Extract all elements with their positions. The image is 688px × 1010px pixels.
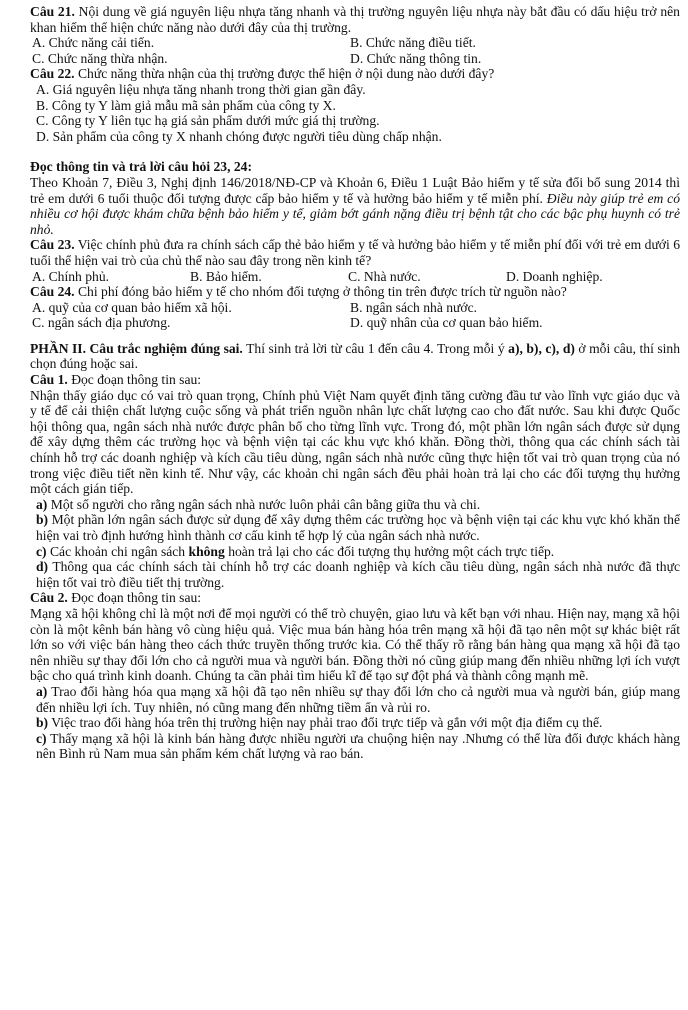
q23-option-b[interactable]: B. Bảo hiểm. xyxy=(190,268,262,284)
cau-1-statement-a[interactable] xyxy=(30,497,680,513)
cau-2-intro-text: Đọc đoạn thông tin sau: xyxy=(71,590,202,606)
cau-1-c-post: hoàn trả lại cho các đối tượng thụ hưởng một cách trực tiếp. xyxy=(228,543,555,559)
cau-1-d-label: d) xyxy=(36,559,49,575)
cau-1-passage: Nhận thấy giáo dục có vai trò quan trọng, Chính phủ Việt Nam quyết định tăng cường đầu tư vào lĩnh vực giáo dục và y tế để cải thiện chất lượng cuộc sống và phát triển nguồn nhân lực chất lượng cao cho đất nước. Sau khi được Quốc hội thông qua, ngân sách nhà nước được phân bổ cho từng lĩnh vực. Trong đó, một phần lớn ngân sách được sử dụng để xây dựng thêm các trường học và bệnh viện tại các khu vực khó khăn. Đồng thời, thông qua các chính sách tài chính hỗ trợ các doanh nghiệp và kích cầu tiêu dùng, ngân sách nhà nước cũng thực hiện tốt vai trò quan trọng của nó trong việc điều tiết nền kinh tế. Như vậy, các khoản chi ngân sách đều phải hoàn trả lại cho các đối tượng thụ hưởng một cách gián tiếp. xyxy=(30,387,680,497)
q24-text: Chi phí đóng bảo hiểm y tế cho nhóm đối tượng ở thông tin trên được trích từ nguồn nào? xyxy=(77,284,567,300)
cau-2-b-label: b) xyxy=(36,715,49,731)
q24-option-c[interactable]: C. ngân sách địa phương. xyxy=(32,315,171,331)
q21-options-row2 xyxy=(30,51,680,67)
cau-1-statement-b[interactable] xyxy=(30,512,680,543)
q21-option-a[interactable]: A. Chức năng cải tiến. xyxy=(32,35,155,51)
cau-2-statement-b[interactable] xyxy=(30,715,680,731)
q24-option-d[interactable]: D. quỹ nhân của cơ quan bảo hiểm. xyxy=(350,315,543,331)
question-24 xyxy=(30,284,680,300)
part-2-rest: ở mỗi câu, thí sinh chọn đúng hoặc sai. xyxy=(30,340,681,372)
cau-2-c-text: Thấy mạng xã hội là kinh bán hàng được nhiều người ưa chuộng hiện nay .Nhưng có thể lừa đối được khách hàng nên Bình rủ Nam mua sản phẩm kém chất lượng và rao bán. xyxy=(36,730,680,762)
q21-text: Nội dung về giá nguyên liệu nhựa tăng nhanh và thị trường nguyên liệu nhựa này bắt đầu có dấu hiệu trở nên khan hiếm thể hiện chức năng nào dưới đây của thị trường. xyxy=(30,4,680,35)
cau-1-d-text: Thông qua các chính sách tài chính hỗ trợ các doanh nghiệp và kích cầu tiêu dùng, ngân sách nhà nước đã thực hiện tốt vai trò điều tiết thị trường. xyxy=(36,559,681,590)
q24-options-row1 xyxy=(30,300,680,316)
q23-options xyxy=(30,269,680,285)
q22-option-d[interactable]: D. Sản phẩm của công ty X nhanh chóng được người tiêu dùng chấp nhận. xyxy=(36,128,442,144)
cau-1-a-text: Một số người cho rằng ngân sách nhà nước luôn phải cân bằng giữa thu và chi. xyxy=(50,496,481,512)
part-2-abc: a), b), c), xyxy=(508,340,560,356)
q21-option-c[interactable]: C. Chức năng thừa nhận. xyxy=(32,50,168,66)
q23-option-d[interactable]: D. Doanh nghiệp. xyxy=(506,268,603,284)
q23-option-c[interactable]: C. Nhà nước. xyxy=(348,268,421,284)
cau-2-intro xyxy=(30,590,680,606)
q22-option-b[interactable]: B. Công ty Y làm giả mẫu mã sản phẩm của công ty X. xyxy=(36,97,336,113)
q23-option-a[interactable]: A. Chính phủ. xyxy=(32,268,110,284)
q22-label: Câu 22. xyxy=(30,66,75,82)
cau-1-statement-d[interactable] xyxy=(30,559,680,590)
q21-option-d[interactable]: D. Chức năng thông tin. xyxy=(350,50,482,66)
q24-option-b[interactable]: B. ngân sách nhà nước. xyxy=(350,299,478,315)
cau-1-label: Câu 1. xyxy=(30,372,68,388)
q24-label: Câu 24. xyxy=(30,284,75,300)
cau-2-b-text: Việc trao đổi hàng hóa trên thị trường hiện nay phải trao đổi trực tiếp và gắn với một địa điểm cụ thể. xyxy=(51,715,603,731)
part-2-text: Thí sinh trả lời từ câu 1 đến câu 4. Trong mỗi ý xyxy=(246,340,505,356)
info-23-24-body: Theo Khoản 7, Điều 3, Nghị định 146/2018/NĐ-CP và Khoản 6, Điều 1 Luật Bảo hiểm y tế sửa đổi bổ sung 2014 thì trẻ em dưới 6 tuổi thuộc đối tượng được cấp bảo hiểm y tế và hưởng bảo hiểm y tế miễn phí. xyxy=(30,174,680,206)
cau-1-intro xyxy=(30,372,680,388)
q22-option-c[interactable]: C. Công ty Y liên tục hạ giá sản phẩm dưới mức giá thị trường. xyxy=(36,113,380,129)
cau-1-statement-c[interactable] xyxy=(30,544,680,560)
cau-2-statement-a[interactable] xyxy=(30,684,680,715)
cau-2-passage: Mạng xã hội không chỉ là một nơi để mọi người có thể trò chuyện, giao lưu và kết bạn với nhau. Hiện nay, mạng xã hội còn là một kênh bán hàng vô cùng hiệu quả. Việc mua bán hàng hóa trên mạng xã hội đã tạo nên một sự khác biệt rất lớn so với việc bán hàng theo cách thức truyền thống trước kia. Có thể thấy rõ rằng bán hàng qua mạng xã hội đã tạo nên nhiều sự thay đổi lớn cho cả người mua và người bán. Đồng thời nó cũng giúp mang đến nhiều những lợi ích vượt bậc cho quá trình kinh doanh. Chúng ta cần phải tìm hiểu kĩ để tạo sự đột phá và thành công mạnh mẽ. xyxy=(30,605,680,684)
q21-options-row1 xyxy=(30,35,680,51)
q24-options-row2 xyxy=(30,315,680,331)
cau-2-a-text: Trao đổi hàng hóa qua mạng xã hội đã tạo nên nhiều sự thay đổi lớn cho cả người mua và người bán, giúp mang đến nhiều lợi ích. Tuy nhiên, nó cũng mang đến những tiềm ẩn và rủi ro. xyxy=(36,683,680,715)
part-2-heading: PHẦN II. Câu trắc nghiệm đúng sai. xyxy=(30,340,243,356)
q22-text: Chức năng thừa nhận của thị trường được thể hiện ở nội dung nào dưới đây? xyxy=(77,66,495,82)
cau-2-c-label: c) xyxy=(36,730,47,746)
question-22 xyxy=(30,66,680,82)
q23-label: Câu 23. xyxy=(30,237,75,253)
question-23 xyxy=(30,237,680,268)
part-2-instructions xyxy=(30,341,680,372)
cau-1-c-label: c) xyxy=(36,543,47,559)
cau-1-c-pre: Các khoản chi ngân sách xyxy=(49,543,186,559)
q24-option-a[interactable]: A. quỹ của cơ quan bảo hiểm xã hội. xyxy=(32,299,232,315)
cau-2-label: Câu 2. xyxy=(30,590,68,606)
cau-1-b-label: b) xyxy=(36,512,49,528)
q22-option-a[interactable]: A. Giá nguyên liệu nhựa tăng nhanh trong thời gian gần đây. xyxy=(36,81,366,97)
cau-1-a-label: a) xyxy=(36,496,48,512)
part-2-d: d) xyxy=(562,340,575,356)
q21-label: Câu 21. xyxy=(30,4,75,19)
info-23-24-text xyxy=(30,175,680,237)
q23-text: Việc chính phủ đưa ra chính sách cấp thẻ bảo hiểm y tế và hưởng bảo hiểm y tế miễn phí đối với trẻ em dưới 6 tuổi thể hiện vai trò của chủ thể nào sau đây trong nền kinh tế? xyxy=(30,237,680,268)
question-21 xyxy=(30,4,680,35)
cau-2-statement-c[interactable] xyxy=(30,731,680,762)
info-23-24-heading: Đọc thông tin và trả lời câu hỏi 23, 24: xyxy=(30,159,253,175)
cau-1-c-bold: không xyxy=(188,543,225,559)
cau-1-b-text: Một phần lớn ngân sách được sử dụng để xây dựng thêm các trường học và bệnh viện tại các khu vực khó khăn thể hiện vai trò định hướng hình thành cơ cấu kinh tế hợp lý của ngân sách nhà nước. xyxy=(36,512,680,543)
cau-1-intro-text: Đọc đoạn thông tin sau: xyxy=(71,372,202,388)
cau-2-a-label: a) xyxy=(36,683,48,699)
q21-option-b[interactable]: B. Chức năng điều tiết. xyxy=(350,35,476,51)
info-23-24-italic: Điều này giúp trẻ em có nhiều cơ hội được khám chữa bệnh bảo hiểm y tế, giảm bớt gánh nặng điều trị bệnh tật cho các bậc phụ huynh có trẻ nhỏ. xyxy=(30,190,680,237)
